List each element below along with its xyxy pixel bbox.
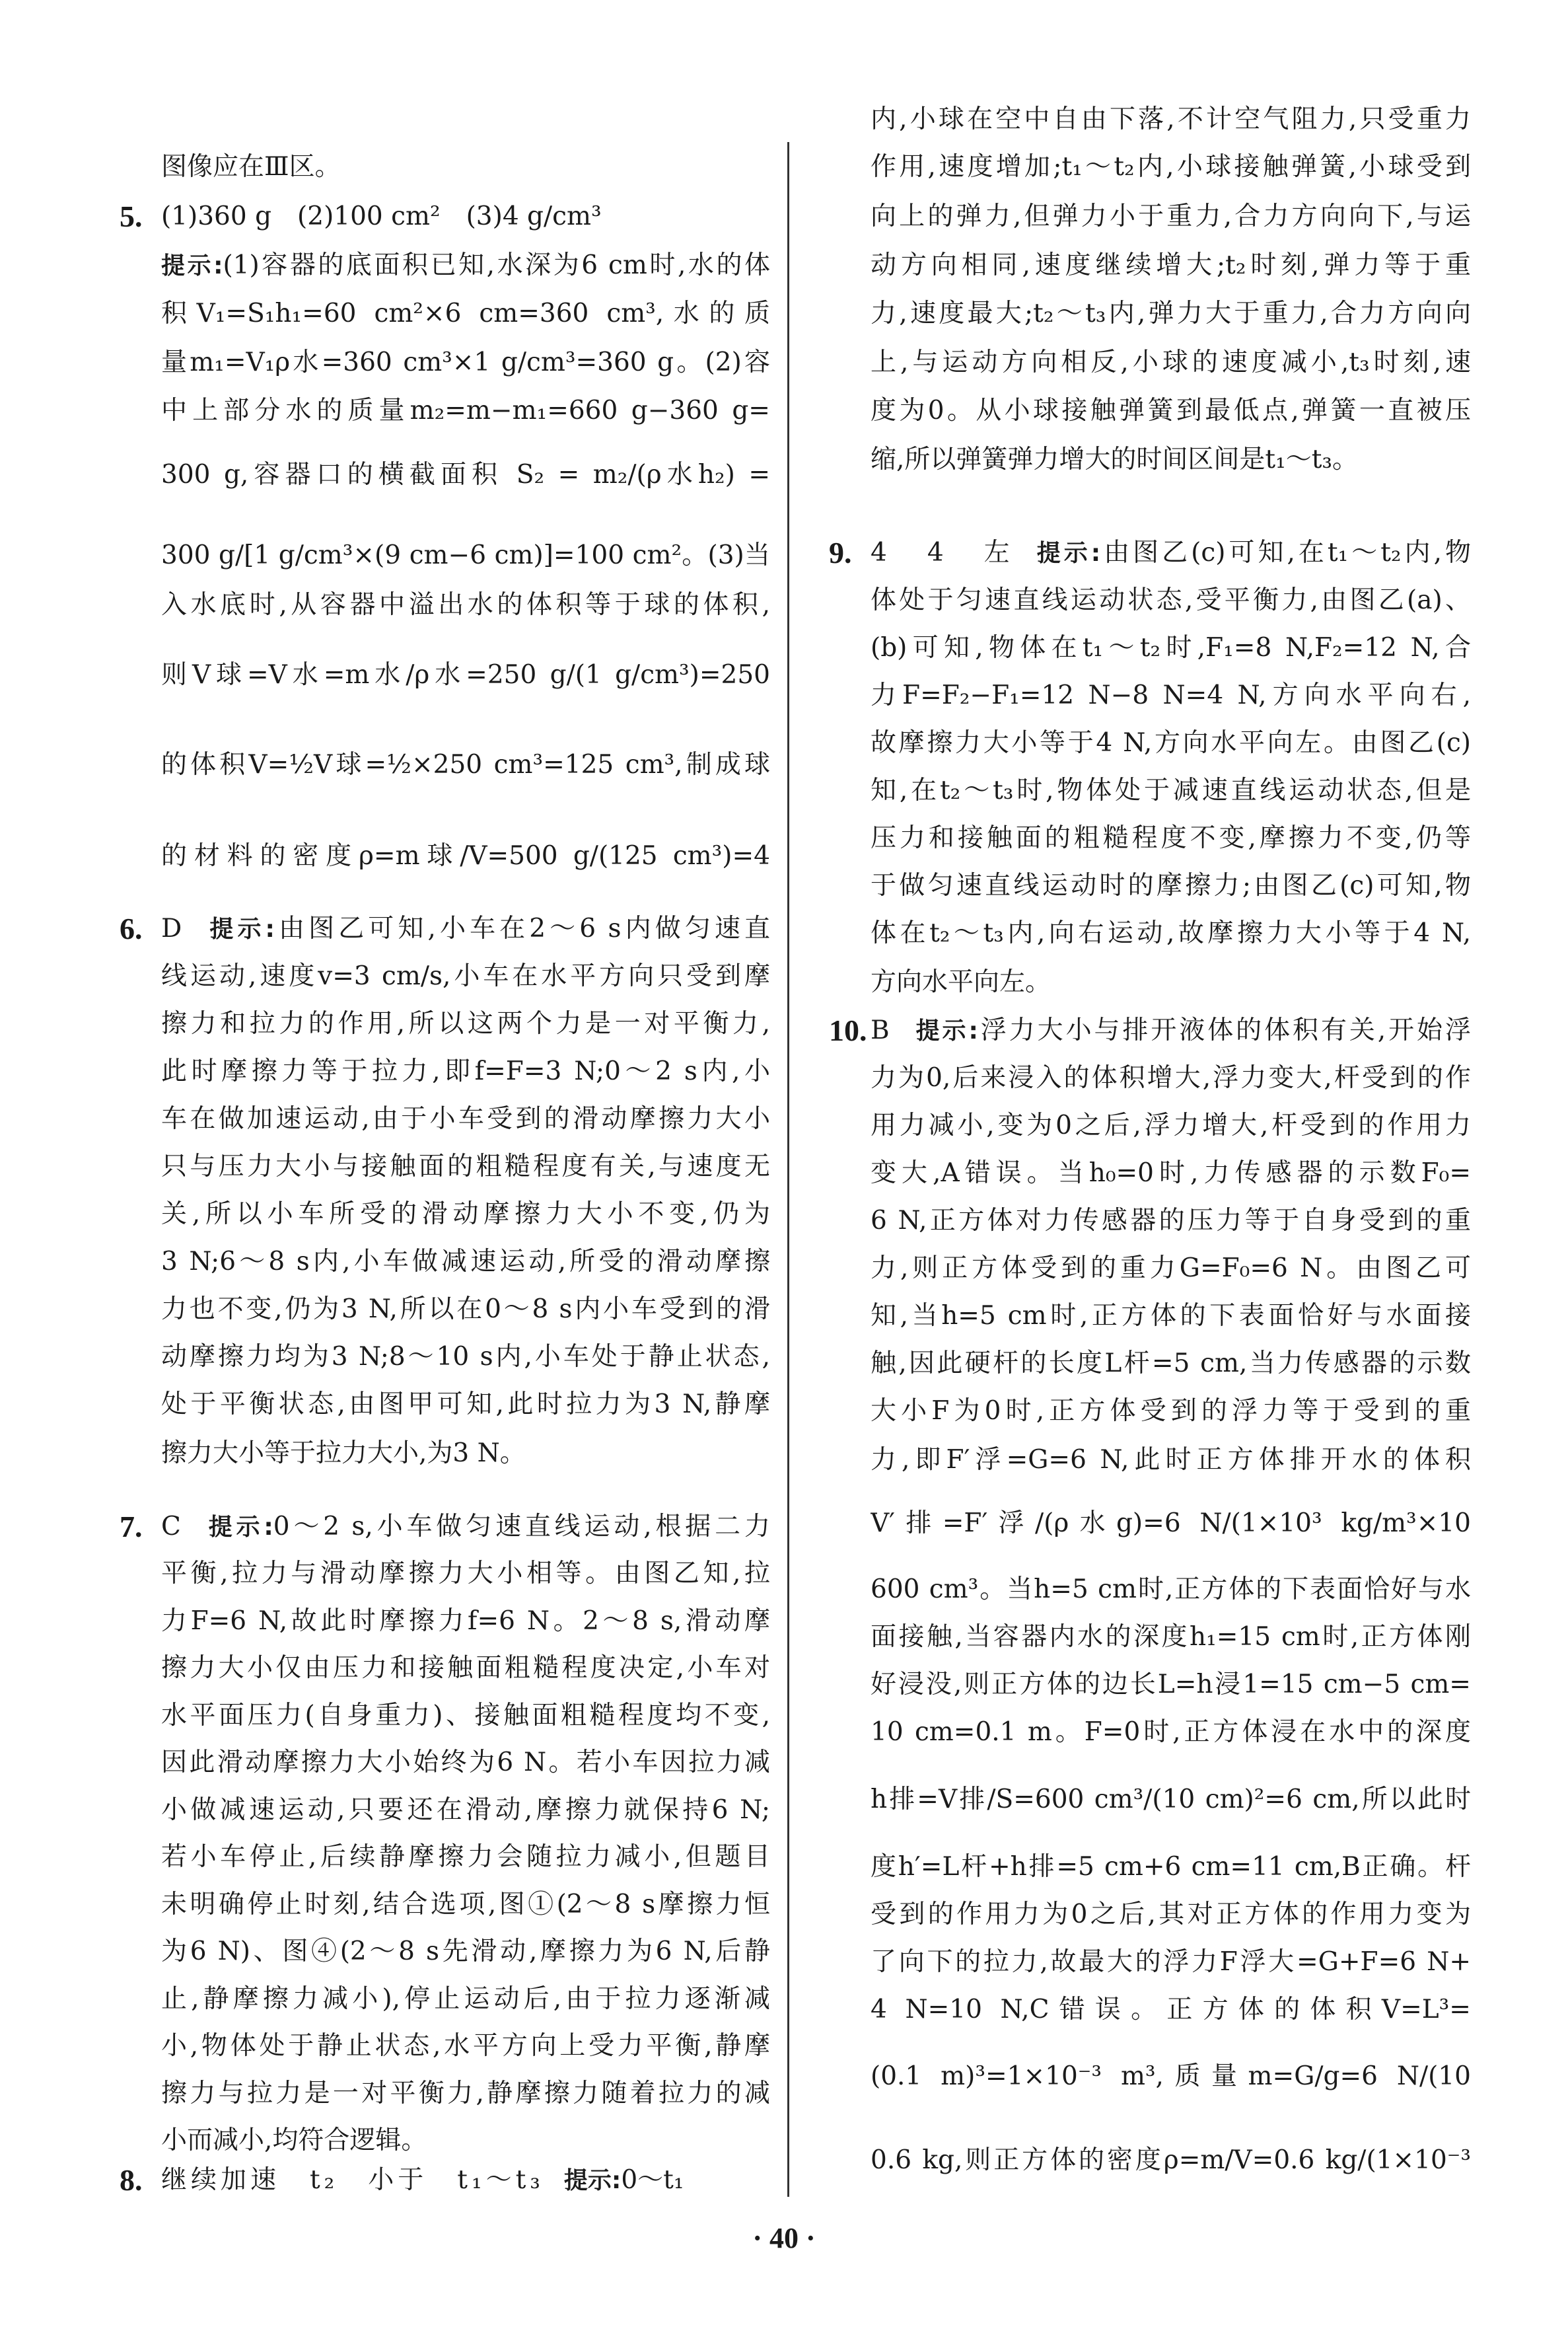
text-line <box>829 147 1471 187</box>
line-body <box>161 1743 770 1783</box>
line-body <box>161 1932 770 1972</box>
line-text: (0.1 m)³=1×10⁻³ m³,质量m=G/g=6 N/(10 <box>871 2061 1471 2091</box>
line-text: 力,速度最大;t₂～t₃内,弹力大于重力,合力方向向 <box>871 299 1471 328</box>
text-line <box>829 294 1471 334</box>
line-text: 的材料的密度ρ=m球/V=500 g/(125 cm³)=4 <box>161 841 770 871</box>
line-text: 入水底时,从容器中溢出水的体积等于球的体积, <box>161 590 770 620</box>
text-line <box>120 455 770 495</box>
line-text: V′排=F′浮/(ρ水g)=6 N/(1×10³ kg/m³×10 <box>871 1508 1471 1538</box>
line-body <box>161 391 770 431</box>
line-text: h排=V排/S=600 cm³/(10 cm)²=6 cm,所以此时 <box>871 1785 1471 1814</box>
line-text: 图像应在Ⅲ区。 <box>161 152 341 182</box>
line-body <box>161 1554 770 1594</box>
line-body <box>871 1106 1471 1146</box>
question-number: 5. <box>120 200 143 233</box>
text-line <box>829 1440 1471 1480</box>
text-line <box>120 2074 770 2114</box>
line-body <box>871 343 1471 383</box>
line-text: 小,物体处于静止状态,水平方向上受力平衡,静摩 <box>161 2031 770 2061</box>
text-line <box>829 1296 1471 1336</box>
text-line <box>120 536 770 575</box>
text-line <box>120 909 770 949</box>
text-line <box>829 963 1471 1002</box>
text-line <box>120 1648 770 1688</box>
line-text: 力,即F′浮=G=6 N,此时正方体排开水的体积 <box>871 1445 1471 1475</box>
question-number: 8. <box>120 2163 143 2197</box>
line-text: 动方向相同,速度继续增大;t₂时刻,弹力等于重 <box>871 250 1471 280</box>
text-line <box>829 533 1471 573</box>
text-line <box>120 1434 770 1473</box>
hint-label: 提示: <box>204 1514 273 1541</box>
line-body <box>161 2160 770 2200</box>
line-body <box>161 1099 770 1139</box>
line-body <box>871 1249 1471 1288</box>
line-body <box>871 440 1471 480</box>
text-line <box>829 246 1471 285</box>
text-line <box>829 197 1471 237</box>
line-text: 浮力大小与排开液体的体积有关,开始浮 <box>978 1015 1471 1045</box>
text-line <box>829 1154 1471 1193</box>
text-line <box>829 1990 1471 2030</box>
line-body <box>161 585 770 625</box>
line-body <box>871 1440 1471 1480</box>
line-body <box>161 246 770 285</box>
text-line <box>120 745 770 785</box>
line-body <box>871 2141 1471 2180</box>
line-body <box>161 1507 770 1547</box>
line-text: 度为0。从小球接触弹簧到最低点,弹簧一直被压 <box>871 396 1471 425</box>
line-text: 的体积V=½V球=½×250 cm³=125 cm³,制成球 <box>161 750 770 780</box>
text-line <box>829 1011 1471 1051</box>
answer: D <box>161 914 186 943</box>
line-text: 3 N;6～8 s内,小车做减速运动,所受的滑动摩擦 <box>161 1247 770 1276</box>
line-text: 止,静摩擦力减小),停止运动后,由于拉力逐渐减 <box>161 1984 770 2014</box>
line-body <box>871 246 1471 285</box>
line-body <box>871 1058 1471 1098</box>
line-text: 力F=6 N,故此时摩擦力f=6 N。2～8 s,滑动摩 <box>161 1606 770 1636</box>
line-text: 了向下的拉力,故最大的浮力F浮大=G+F=6 N+ <box>871 1947 1471 1977</box>
text-line <box>829 723 1471 763</box>
text-line <box>120 1602 770 1641</box>
line-text: 因此滑动摩擦力大小始终为6 N。若小车因拉力减 <box>161 1748 770 1777</box>
line-body <box>161 1648 770 1688</box>
line-text: 压力和接触面的粗糙程度不变,摩擦力不变,仍等 <box>871 823 1471 853</box>
line-text: 向上的弹力,但弹力小于重力,合力方向向下,与运 <box>871 202 1471 231</box>
line-text: 由图乙(c)可知,在t₁～t₂内,物 <box>1100 538 1471 568</box>
line-text: 方向水平向左。 <box>871 967 1051 997</box>
line-text: 于做匀速直线运动时的摩擦力;由图乙(c)可知,物 <box>871 871 1471 901</box>
text-line <box>120 1554 770 1594</box>
line-body <box>871 914 1471 953</box>
text-line <box>120 1099 770 1139</box>
text-line <box>829 1106 1471 1146</box>
line-body <box>871 1617 1471 1657</box>
text-line <box>829 1391 1471 1431</box>
text-line <box>120 1242 770 1282</box>
line-text: 擦力大小等于拉力大小,为3 N。 <box>161 1438 526 1468</box>
line-text: 若小车停止,后续静摩擦力会随拉力减小,但题目 <box>161 1842 770 1872</box>
line-body <box>871 866 1471 906</box>
line-body <box>161 1290 770 1329</box>
line-text: 只与压力大小与接触面的粗糙程度有关,与速度无 <box>161 1152 770 1181</box>
text-line <box>829 2141 1471 2180</box>
text-line <box>829 1570 1471 1609</box>
text-line <box>829 1780 1471 1820</box>
text-line <box>120 957 770 996</box>
question-number: 6. <box>120 912 143 945</box>
text-line <box>829 1249 1471 1288</box>
text-line <box>120 1696 770 1736</box>
hint-label: 提示: <box>161 252 223 279</box>
line-text: 车在做加速运动,由于小车受到的滑动摩擦力大小 <box>161 1104 770 1134</box>
line-body <box>871 1570 1471 1609</box>
line-body <box>161 197 770 237</box>
line-text: (1)360 g (2)100 cm² (3)4 g/cm³ <box>161 202 602 231</box>
line-body <box>161 1790 770 1830</box>
text-line <box>829 1201 1471 1241</box>
line-body <box>161 957 770 996</box>
line-text: 平衡,拉力与滑动摩擦力大小相等。由图乙知,拉 <box>161 1559 770 1588</box>
text-line <box>829 581 1471 620</box>
text-line <box>120 294 770 334</box>
line-text: 作用,速度增加;t₁～t₂内,小球接触弹簧,小球受到 <box>871 152 1471 182</box>
hint-label: 提示: <box>563 2167 622 2194</box>
text-line <box>829 819 1471 858</box>
page-number: · 40 · <box>752 2222 816 2254</box>
line-text: (b)可知,物体在t₁～t₂时,F₁=8 N,F₂=12 N,合 <box>871 633 1471 663</box>
text-line <box>829 1344 1471 1384</box>
line-text: 600 cm³。当h=5 cm时,正方体的下表面恰好与水 <box>871 1574 1471 1604</box>
text-line <box>829 1847 1471 1887</box>
line-body <box>161 1147 770 1187</box>
line-body <box>161 147 770 187</box>
text-line <box>829 1058 1471 1098</box>
line-body <box>871 963 1471 1002</box>
line-text: 动摩擦力均为3 N;8～10 s内,小车处于静止状态, <box>161 1342 770 1372</box>
line-body <box>161 1885 770 1925</box>
line-text: 体在t₂～t₃内,向右运动,故摩擦力大小等于4 N, <box>871 918 1471 948</box>
text-line <box>120 1385 770 1424</box>
text-line <box>829 391 1471 431</box>
hint-label: 提示: <box>205 916 275 943</box>
text-line <box>120 1147 770 1187</box>
line-text: 知,在t₂～t₃时,物体处于减速直线运动状态,但是 <box>871 776 1471 805</box>
text-line <box>120 391 770 431</box>
text-line <box>120 1885 770 1925</box>
line-body <box>161 536 770 575</box>
text-line <box>829 1895 1471 1935</box>
line-body <box>871 147 1471 187</box>
text-line <box>120 2026 770 2066</box>
hint-label: 提示: <box>1036 540 1101 567</box>
line-text: 300 g/[1 g/cm³×(9 cm−6 cm)]=100 cm²。(3)当 <box>161 540 770 570</box>
line-text: 4 N=10 N,C错误。正方体的体积V=L³= <box>871 1995 1471 2024</box>
line-text: 体处于匀速直线运动状态,受平衡力,由图乙(a)、 <box>871 585 1471 615</box>
question-number: 7. <box>120 1510 143 1543</box>
line-body <box>871 1780 1471 1820</box>
text-line <box>829 343 1471 383</box>
line-body <box>161 1004 770 1044</box>
text-line <box>120 147 770 187</box>
text-line <box>120 197 770 237</box>
line-text: 为6 N)、图④(2～8 s先滑动,摩擦力为6 N,后静 <box>161 1937 770 1966</box>
line-body <box>161 1195 770 1234</box>
line-body <box>161 1434 770 1473</box>
text-line <box>120 1004 770 1044</box>
line-text: 关,所以小车所受的滑动摩擦力大小不变,仍为 <box>161 1199 770 1229</box>
line-body <box>161 343 770 383</box>
line-body <box>161 836 770 876</box>
text-line <box>120 1195 770 1234</box>
text-line <box>829 1504 1471 1543</box>
line-body <box>871 1504 1471 1543</box>
line-text: 大小F为0时,正方体受到的浮力等于受到的重 <box>871 1396 1471 1426</box>
line-body <box>161 2074 770 2114</box>
line-body <box>871 676 1471 716</box>
line-body <box>161 909 770 949</box>
hint-label: 提示: <box>913 1017 978 1045</box>
text-line <box>120 1507 770 1547</box>
line-text: 故摩擦力大小等于4 N,方向水平向左。由图乙(c) <box>871 728 1471 758</box>
line-text: 此时摩擦力等于拉力,即f=F=3 N;0～2 s内,小 <box>161 1056 770 1086</box>
line-text: 0～2 s,小车做匀速直线运动,根据二力 <box>273 1512 770 1541</box>
text-line <box>829 1665 1471 1705</box>
text-line <box>120 655 770 695</box>
line-body <box>871 1296 1471 1336</box>
line-text: 0～t₁ <box>621 2165 684 2195</box>
line-body <box>161 1052 770 1091</box>
line-body <box>871 294 1471 334</box>
line-body <box>161 745 770 785</box>
line-text: 线运动,速度v=3 cm/s,小车在水平方向只受到摩 <box>161 961 770 991</box>
line-text: 小做减速运动,只要还在滑动,摩擦力就保持6 N; <box>161 1795 770 1825</box>
line-text: 用力减小,变为0之后,浮力增大,杆受到的作用力 <box>871 1111 1471 1140</box>
line-body <box>161 2026 770 2066</box>
line-text: 擦力大小仅由压力和接触面粗糙程度决定,小车对 <box>161 1653 770 1683</box>
text-line <box>120 246 770 285</box>
column-divider <box>787 142 789 2197</box>
line-body <box>161 455 770 495</box>
line-text: 好浸没,则正方体的边长L=h浸1=15 cm−5 cm= <box>871 1670 1471 1699</box>
line-body <box>161 1385 770 1424</box>
line-body <box>871 581 1471 620</box>
text-line <box>829 866 1471 906</box>
line-text: 未明确停止时刻,结合选项,图①(2～8 s摩擦力恒 <box>161 1890 770 1919</box>
line-text: 擦力和拉力的作用,所以这两个力是一对平衡力, <box>161 1009 770 1039</box>
text-line <box>120 1052 770 1091</box>
text-line <box>120 1743 770 1783</box>
answer: C <box>161 1512 185 1541</box>
line-text: 300 g,容器口的横截面积 S₂ = m₂/(ρ水h₂) = <box>161 460 770 490</box>
line-body <box>161 655 770 695</box>
line-text: 缩,所以弹簧弹力增大的时间区间是t₁～t₃。 <box>871 445 1359 474</box>
line-text: 量m₁=V₁ρ水=360 cm³×1 g/cm³=360 g。(2)容 <box>161 348 770 377</box>
answer: 4 4 左 <box>871 538 1017 568</box>
line-body <box>161 1979 770 2019</box>
answer: B <box>871 1015 894 1045</box>
text-line <box>829 771 1471 811</box>
line-body <box>871 1154 1471 1193</box>
text-line <box>120 2160 770 2200</box>
text-line <box>829 914 1471 953</box>
line-body <box>161 1337 770 1377</box>
line-body <box>871 628 1471 668</box>
line-body <box>161 294 770 334</box>
line-body <box>871 533 1471 573</box>
line-text: 触,因此硬杆的长度L杆=5 cm,当力传感器的示数 <box>871 1348 1471 1378</box>
question-number: 9. <box>829 536 852 570</box>
line-text: 知,当h=5 cm时,正方体的下表面恰好与水面接 <box>871 1301 1471 1331</box>
line-body <box>871 2057 1471 2096</box>
line-body <box>871 1344 1471 1384</box>
line-text: 积V₁=S₁h₁=60 cm²×6 cm=360 cm³,水的质 <box>161 299 770 328</box>
text-line <box>120 1979 770 2019</box>
text-line <box>120 343 770 383</box>
text-line <box>829 1617 1471 1657</box>
line-body <box>871 1847 1471 1887</box>
text-line <box>829 2057 1471 2096</box>
line-text: 水平面压力(自身重力)、接触面粗糙程度均不变, <box>161 1701 770 1730</box>
line-body <box>871 1942 1471 1982</box>
line-body <box>871 1713 1471 1752</box>
line-text: 力F=F₂−F₁=12 N−8 N=4 N,方向水平向右, <box>871 681 1471 710</box>
line-text: 力也不变,仍为3 N,所以在0～8 s内小车受到的滑 <box>161 1294 770 1324</box>
line-text: 力为0,后来浸入的体积增大,浮力变大,杆受到的作 <box>871 1063 1471 1093</box>
text-line <box>829 1942 1471 1982</box>
line-text: 面接触,当容器内水的深度h₁=15 cm时,正方体刚 <box>871 1622 1471 1652</box>
line-text: 度h′=L杆+h排=5 cm+6 cm=11 cm,B正确。杆 <box>871 1852 1471 1882</box>
line-body <box>871 391 1471 431</box>
text-line <box>829 100 1471 139</box>
line-body <box>161 2121 770 2160</box>
line-text: 擦力与拉力是一对平衡力,静摩擦力随着拉力的减 <box>161 2079 770 2108</box>
text-line <box>120 1290 770 1329</box>
line-text: (1)容器的底面积已知,水深为6 cm时,水的体 <box>223 250 770 280</box>
line-body <box>161 1837 770 1877</box>
line-body <box>161 1602 770 1641</box>
line-body <box>871 819 1471 858</box>
line-body <box>871 771 1471 811</box>
text-line <box>120 836 770 876</box>
line-body <box>871 723 1471 763</box>
line-body <box>871 1990 1471 2030</box>
line-body <box>871 1665 1471 1705</box>
line-body <box>161 1696 770 1736</box>
line-text: 0.6 kg,则正方体的密度ρ=m/V=0.6 kg/(1×10⁻³ <box>871 2145 1471 2175</box>
text-line <box>120 1790 770 1830</box>
text-line <box>120 2121 770 2160</box>
text-line <box>829 1713 1471 1752</box>
line-body <box>871 1391 1471 1431</box>
text-line <box>829 676 1471 716</box>
line-text: 则V球=V水=m水/ρ水=250 g/(1 g/cm³)=250 <box>161 660 770 690</box>
line-body <box>871 1895 1471 1935</box>
line-text: 变大,A错误。当h₀=0时,力传感器的示数F₀= <box>871 1158 1471 1188</box>
text-line <box>120 1837 770 1877</box>
line-text: 处于平衡状态,由图甲可知,此时拉力为3 N,静摩 <box>161 1389 770 1419</box>
text-line <box>120 1337 770 1377</box>
line-body <box>871 100 1471 139</box>
line-text: 6 N,正方体对力传感器的压力等于自身受到的重 <box>871 1206 1471 1236</box>
text-line <box>829 440 1471 480</box>
answer: 继续加速 t₂ 小于 t₁～t₃ <box>161 2165 544 2195</box>
line-body <box>161 1242 770 1282</box>
line-text: 中上部分水的质量m₂=m−m₁=660 g−360 g= <box>161 396 770 425</box>
line-text: 小而减小,均符合逻辑。 <box>161 2125 427 2155</box>
line-body <box>871 197 1471 237</box>
line-text: 受到的作用力为0之后,其对正方体的作用力变为 <box>871 1900 1471 1929</box>
text-line <box>829 628 1471 668</box>
line-text: 上,与运动方向相反,小球的速度减小,t₃时刻,速 <box>871 348 1471 377</box>
line-text: 力,则正方体受到的重力G=F₀=6 N。由图乙可 <box>871 1253 1471 1283</box>
line-body <box>871 1201 1471 1241</box>
line-body <box>871 1011 1471 1051</box>
text-line <box>120 585 770 625</box>
line-text: 由图乙可知,小车在2～6 s内做匀速直 <box>274 914 770 943</box>
line-text: 10 cm=0.1 m。F=0时,正方体浸在水中的深度 <box>871 1717 1471 1747</box>
text-line <box>120 1932 770 1972</box>
line-text: 内,小球在空中自由下落,不计空气阻力,只受重力 <box>871 104 1471 134</box>
question-number: 10. <box>829 1014 867 1047</box>
